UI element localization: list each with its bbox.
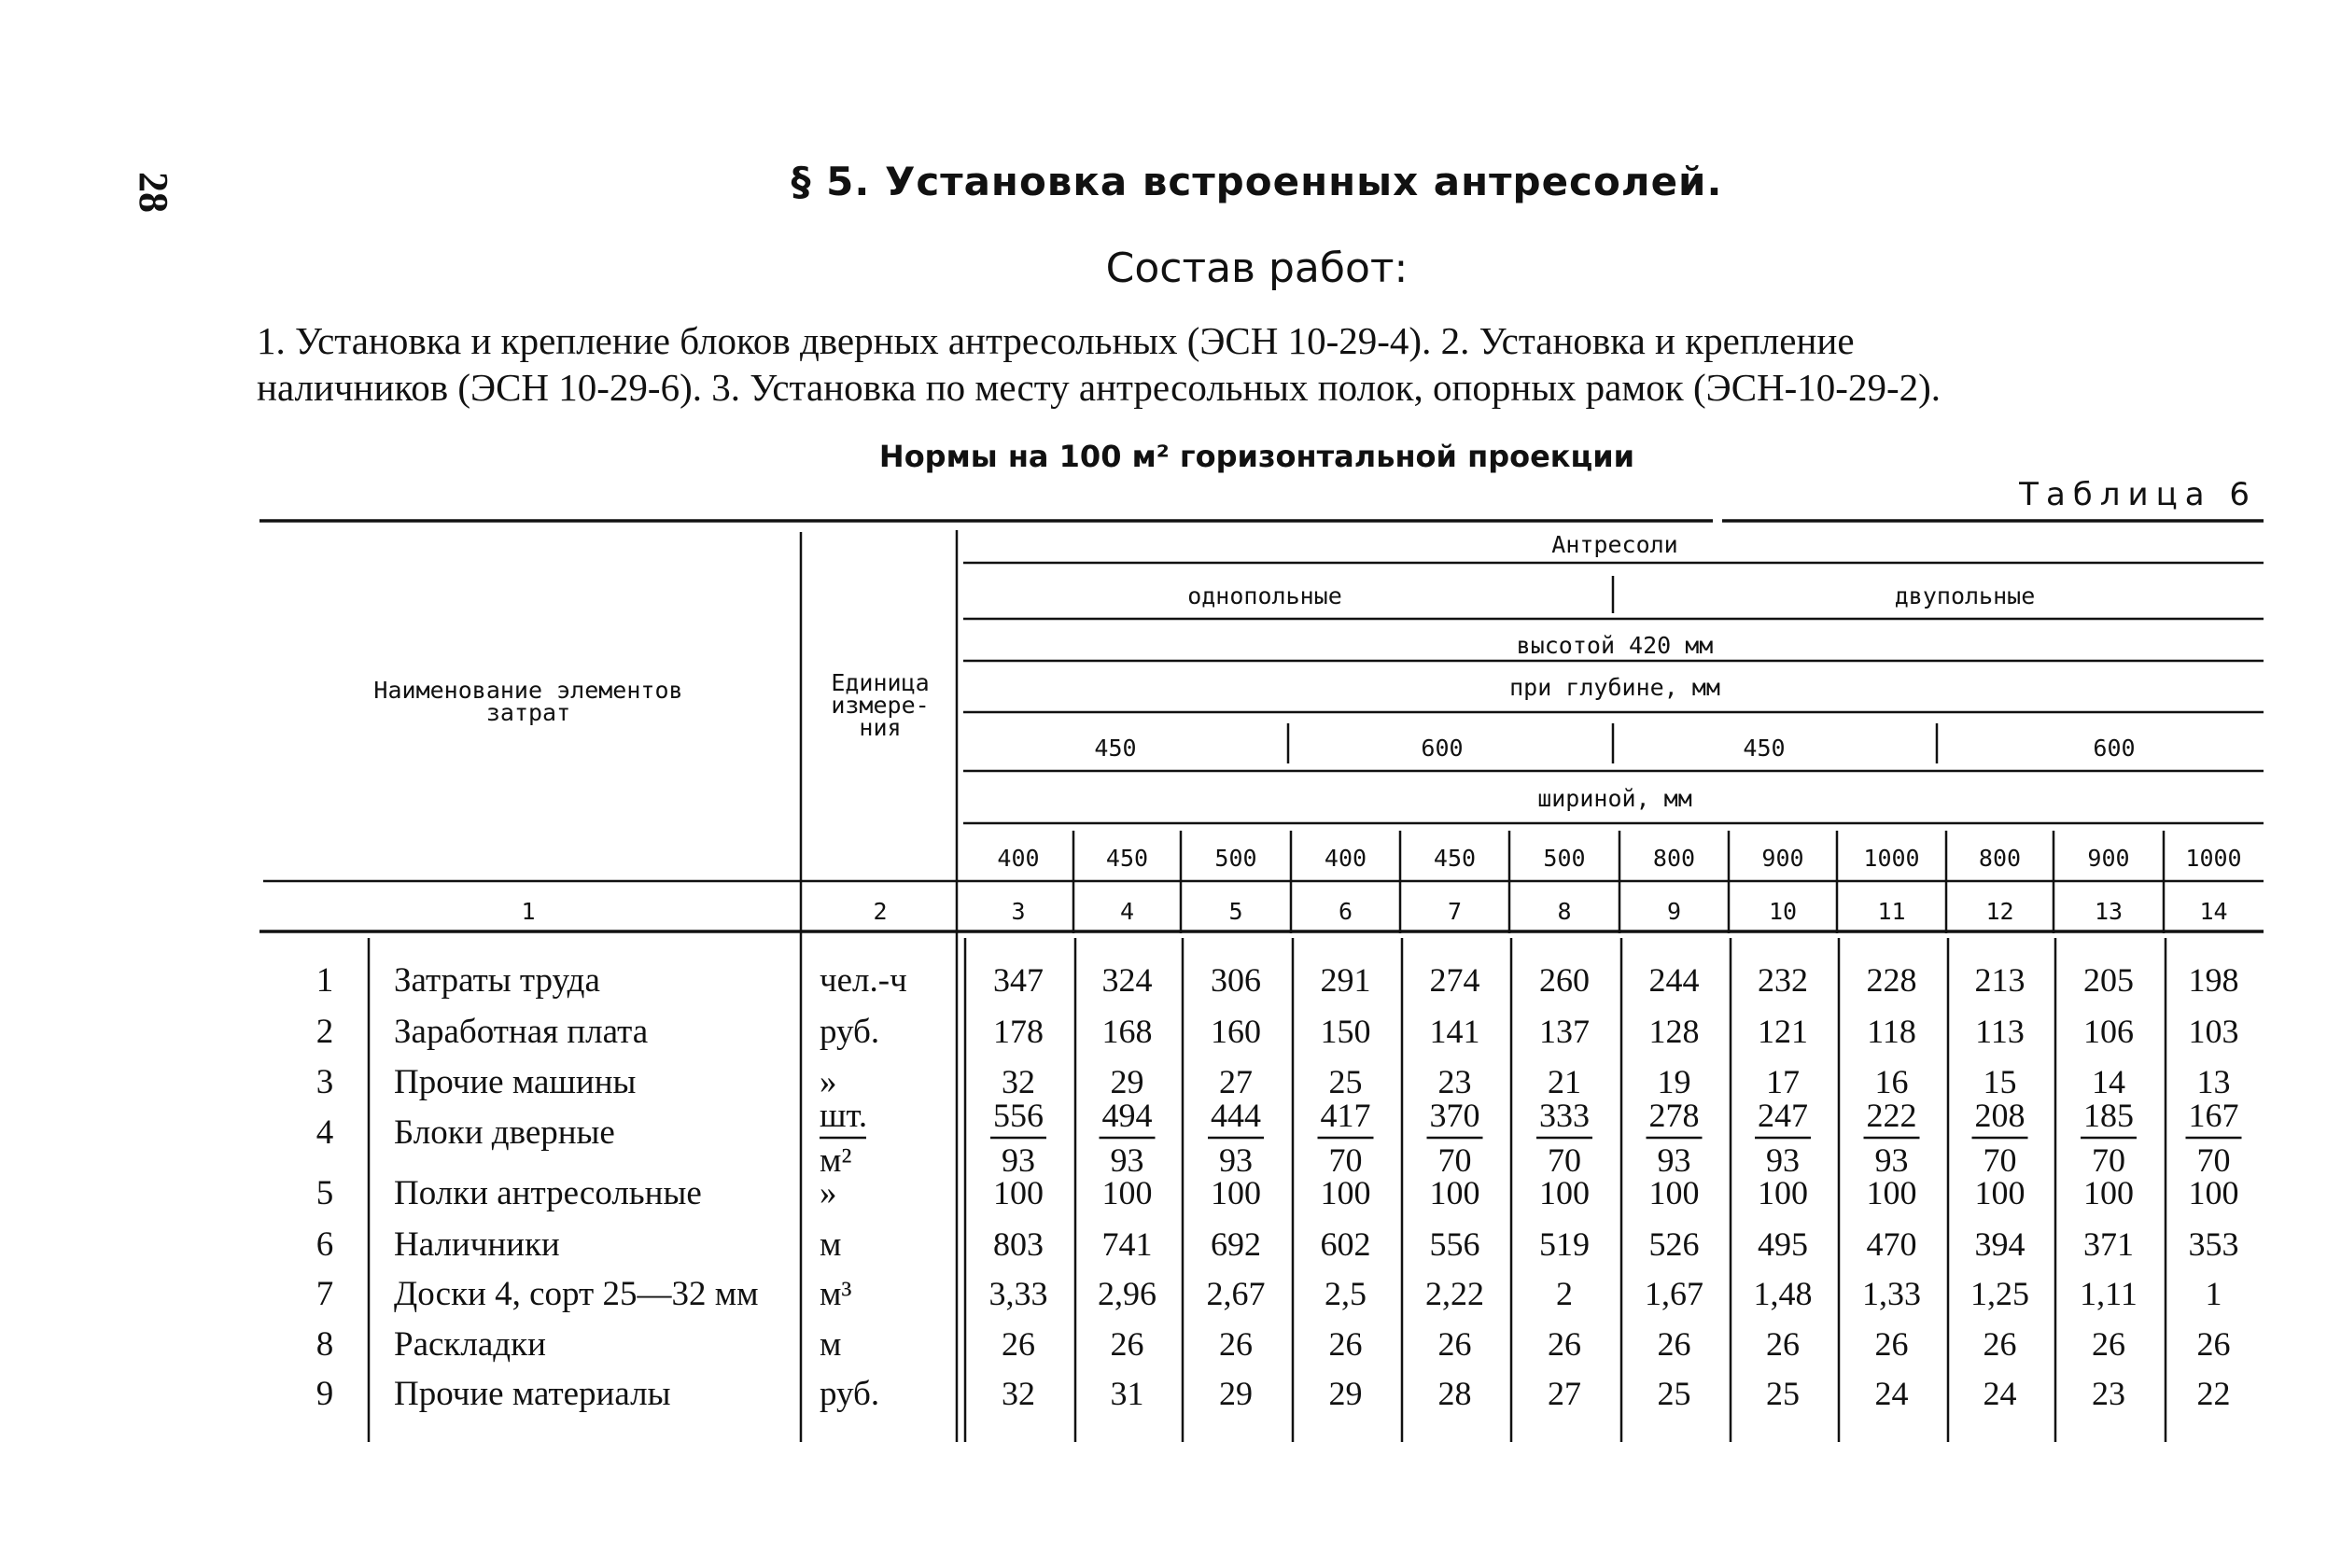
row-value: 150 [1320, 1013, 1371, 1050]
row-value: 347 [993, 961, 1044, 999]
row-value: 16 [1874, 1063, 1909, 1100]
row-value-denominator: 70 [2092, 1141, 2125, 1179]
work-text-line: наличников (ЭСН 10-29-6). 3. Установка по месту антресольных полок, опорных рамок (ЭСН-10-29-2). [257, 366, 1942, 409]
col-number: 4 [1119, 898, 1135, 925]
col-number: 5 [1228, 898, 1243, 925]
row-value: 2,96 [1098, 1275, 1156, 1312]
row-unit: м² [820, 1141, 852, 1180]
depth-header: при глубине, мм [1509, 674, 1720, 701]
row-name: Затраты труда [394, 961, 600, 1000]
row-value-denominator: 70 [1437, 1141, 1472, 1179]
row-value: 2,5 [1325, 1275, 1367, 1312]
row-value-denominator: 70 [1983, 1141, 2017, 1179]
row-value: 100 [2083, 1174, 2134, 1211]
depth-value: 600 [1421, 735, 1464, 762]
row-value: 333 [1539, 1097, 1590, 1134]
row-value: 100 [1539, 1174, 1590, 1211]
row-value: 26 [1110, 1325, 1144, 1363]
height-header: высотой 420 мм [1516, 632, 1714, 659]
row-number: 8 [315, 1325, 334, 1364]
row-number: 6 [315, 1225, 334, 1264]
row-value: 26 [1002, 1325, 1035, 1363]
row-value: 692 [1211, 1225, 1261, 1263]
row-unit: чел.-ч [820, 961, 907, 1000]
col-number: 9 [1666, 898, 1682, 925]
row-name: Раскладки [394, 1325, 546, 1364]
section-title: § 5. Установка встроенных антресолей. [791, 159, 1723, 204]
width-value: 400 [997, 845, 1040, 872]
depth-value: 450 [1743, 735, 1786, 762]
row-value: 274 [1429, 961, 1480, 999]
row-name: Заработная плата [394, 1013, 649, 1051]
row-value: 32 [1002, 1375, 1035, 1412]
row-value: 118 [1867, 1013, 1916, 1050]
row-value-denominator: 93 [1110, 1141, 1144, 1179]
row-value: 519 [1539, 1225, 1590, 1263]
row-value: 100 [1101, 1174, 1153, 1211]
row-number: 5 [315, 1174, 334, 1212]
row-value: 25 [1766, 1375, 1800, 1412]
col-number: 2 [873, 898, 888, 925]
row-value: 803 [993, 1225, 1044, 1263]
row-value: 494 [1101, 1097, 1153, 1134]
row-value: 185 [2083, 1097, 2134, 1134]
work-composition-title: Состав работ: [1105, 245, 1409, 292]
row-value: 1,11 [2080, 1275, 2138, 1312]
table-label: Таблица 6 [2019, 476, 2257, 513]
col-number: 8 [1557, 898, 1572, 925]
row-value: 556 [1429, 1225, 1480, 1263]
row-value: 741 [1101, 1225, 1153, 1263]
row-value: 137 [1539, 1013, 1590, 1050]
row-value: 27 [1219, 1063, 1253, 1100]
row-value: 27 [1548, 1375, 1581, 1412]
row-value: 24 [1874, 1375, 1909, 1412]
row-value-denominator: 93 [1002, 1141, 1035, 1179]
row-value: 470 [1866, 1225, 1917, 1263]
row-value: 128 [1648, 1013, 1700, 1050]
row-number: 2 [315, 1013, 334, 1051]
row-value: 371 [2083, 1225, 2134, 1263]
row-value: 29 [1219, 1375, 1253, 1412]
row-value: 106 [2083, 1013, 2134, 1050]
row-value: 417 [1320, 1097, 1371, 1134]
row-value: 228 [1866, 961, 1917, 999]
unit-col-header: Единица [831, 669, 930, 696]
row-value: 198 [2188, 961, 2239, 999]
row-value: 247 [1758, 1097, 1808, 1134]
group-header: Антресоли [1551, 531, 1678, 558]
row-value: 1,67 [1645, 1275, 1703, 1312]
row-number: 3 [315, 1063, 334, 1101]
col-number: 6 [1338, 898, 1353, 925]
width-value: 1000 [1863, 845, 1920, 872]
row-value: 3,33 [988, 1275, 1048, 1312]
row-value: 232 [1758, 961, 1808, 999]
row-value: 19 [1657, 1063, 1691, 1100]
row-value: 100 [1974, 1174, 2026, 1211]
row-value: 291 [1320, 961, 1371, 999]
row-value: 556 [993, 1097, 1044, 1134]
row-name: Доски 4, сорт 25—32 мм [394, 1275, 759, 1313]
row-value: 26 [1983, 1325, 2017, 1363]
row-value-denominator: 93 [1219, 1141, 1253, 1179]
row-value: 222 [1866, 1097, 1917, 1134]
row-value: 1,48 [1753, 1275, 1813, 1312]
width-value: 900 [1761, 845, 1804, 872]
row-value: 23 [1437, 1063, 1472, 1100]
row-name: Блоки дверные [394, 1113, 615, 1152]
row-name: Наличники [394, 1225, 560, 1264]
row-value: 168 [1101, 1013, 1153, 1050]
col-number: 13 [2094, 898, 2124, 925]
row-value: 29 [1110, 1063, 1144, 1100]
row-value: 2,67 [1206, 1275, 1266, 1312]
row-unit: » [820, 1063, 837, 1101]
page-number: 28 [131, 172, 176, 213]
row-value: 370 [1429, 1097, 1480, 1134]
row-value-denominator: 93 [1657, 1141, 1691, 1179]
row-value: 394 [1974, 1225, 2026, 1263]
type-header: двупольные [1894, 582, 2036, 609]
width-value: 1000 [2185, 845, 2242, 872]
type-header: однопольные [1187, 582, 1342, 609]
row-value: 100 [1758, 1174, 1808, 1211]
row-value: 306 [1211, 961, 1261, 999]
row-value: 205 [2083, 961, 2134, 999]
row-value: 100 [1866, 1174, 1917, 1211]
row-value: 100 [993, 1174, 1044, 1211]
col-number: 14 [2199, 898, 2228, 925]
row-value: 100 [2188, 1174, 2239, 1211]
row-value: 26 [1328, 1325, 1363, 1363]
depth-value: 600 [2093, 735, 2136, 762]
width-value: 450 [1433, 845, 1477, 872]
row-value: 353 [2188, 1225, 2239, 1263]
row-value: 26 [1874, 1325, 1909, 1363]
row-value: 1,25 [1970, 1275, 2029, 1312]
col-number: 11 [1877, 898, 1906, 925]
row-number: 1 [315, 961, 334, 1000]
row-value: 160 [1211, 1013, 1261, 1050]
row-value: 602 [1320, 1225, 1371, 1263]
width-value: 900 [2087, 845, 2130, 872]
row-value: 25 [1328, 1063, 1363, 1100]
row-value: 103 [2188, 1013, 2239, 1050]
row-number: 4 [315, 1113, 334, 1152]
unit-col-header: ния [859, 714, 902, 741]
depth-value: 450 [1094, 735, 1137, 762]
row-value: 15 [1983, 1063, 2017, 1100]
row-value: 495 [1758, 1225, 1808, 1263]
row-value: 26 [2092, 1325, 2125, 1363]
row-value: 444 [1211, 1097, 1261, 1134]
row-unit: руб. [820, 1375, 880, 1413]
row-unit: шт. [820, 1097, 868, 1135]
row-value: 26 [1219, 1325, 1253, 1363]
col-number: 12 [1985, 898, 2014, 925]
row-value: 100 [1429, 1174, 1480, 1211]
row-unit: м³ [820, 1275, 852, 1313]
row-value-denominator: 70 [2196, 1141, 2231, 1179]
row-unit: руб. [820, 1013, 880, 1051]
row-value: 278 [1648, 1097, 1700, 1134]
row-value: 25 [1657, 1375, 1691, 1412]
row-unit: » [820, 1174, 837, 1212]
row-value-denominator: 70 [1548, 1141, 1581, 1179]
row-value: 26 [2196, 1325, 2231, 1363]
row-value: 23 [2092, 1375, 2125, 1412]
row-value: 26 [1548, 1325, 1581, 1363]
row-value: 260 [1539, 961, 1590, 999]
row-value: 2,22 [1425, 1275, 1484, 1312]
row-value-denominator: 70 [1328, 1141, 1363, 1179]
width-value: 800 [1978, 845, 2022, 872]
row-value: 32 [1002, 1063, 1035, 1100]
col-number: 1 [521, 898, 536, 925]
work-text-line: 1. Установка и крепление блоков дверных антресольных (ЭСН 10-29-4). 2. Установка и крепление [257, 319, 1855, 362]
row-value: 1,33 [1862, 1275, 1921, 1312]
row-value: 208 [1974, 1097, 2026, 1134]
row-value: 29 [1328, 1375, 1363, 1412]
unit-col-header: измере- [831, 692, 930, 719]
row-value: 213 [1974, 961, 2026, 999]
row-value: 324 [1101, 961, 1153, 999]
row-value: 26 [1766, 1325, 1800, 1363]
row-value: 14 [2092, 1063, 2125, 1100]
row-value: 100 [1211, 1174, 1261, 1211]
row-value-denominator: 93 [1766, 1141, 1800, 1179]
row-value: 21 [1548, 1063, 1581, 1100]
norms-caption: Нормы на 100 м² горизонтальной проекции [878, 439, 1635, 474]
row-name: Прочие материалы [394, 1375, 671, 1413]
name-col-header: затрат [485, 699, 571, 726]
row-value: 526 [1648, 1225, 1700, 1263]
row-value: 167 [2188, 1097, 2239, 1134]
row-value: 1 [2205, 1275, 2222, 1312]
width-value: 500 [1543, 845, 1586, 872]
col-number: 7 [1447, 898, 1463, 925]
row-value: 26 [1437, 1325, 1472, 1363]
row-value: 26 [1657, 1325, 1691, 1363]
row-value: 24 [1983, 1375, 2017, 1412]
row-name: Прочие машины [394, 1063, 637, 1101]
width-value: 450 [1105, 845, 1149, 872]
row-value: 113 [1975, 1013, 2025, 1050]
width-value: 400 [1324, 845, 1367, 872]
row-value: 121 [1758, 1013, 1808, 1050]
row-value: 2 [1556, 1275, 1573, 1312]
row-value: 28 [1437, 1375, 1472, 1412]
width-value: 800 [1652, 845, 1696, 872]
row-value: 13 [2196, 1063, 2231, 1100]
row-value: 22 [2196, 1375, 2231, 1412]
row-value: 100 [1648, 1174, 1700, 1211]
row-value: 141 [1429, 1013, 1480, 1050]
row-value: 100 [1320, 1174, 1371, 1211]
row-number: 7 [315, 1275, 334, 1313]
col-number: 10 [1768, 898, 1798, 925]
row-value-denominator: 93 [1874, 1141, 1909, 1179]
row-unit: м [820, 1225, 842, 1264]
row-number: 9 [315, 1375, 334, 1413]
width-value: 500 [1214, 845, 1257, 872]
row-value: 244 [1648, 961, 1700, 999]
width-header: шириной, мм [1537, 785, 1692, 812]
row-name: Полки антресольные [394, 1174, 702, 1212]
row-unit: м [820, 1325, 842, 1364]
row-value: 17 [1766, 1063, 1800, 1100]
col-number: 3 [1011, 898, 1026, 925]
row-value: 31 [1110, 1375, 1144, 1412]
name-col-header: Наименование элементов [373, 677, 683, 704]
row-value: 178 [993, 1013, 1044, 1050]
